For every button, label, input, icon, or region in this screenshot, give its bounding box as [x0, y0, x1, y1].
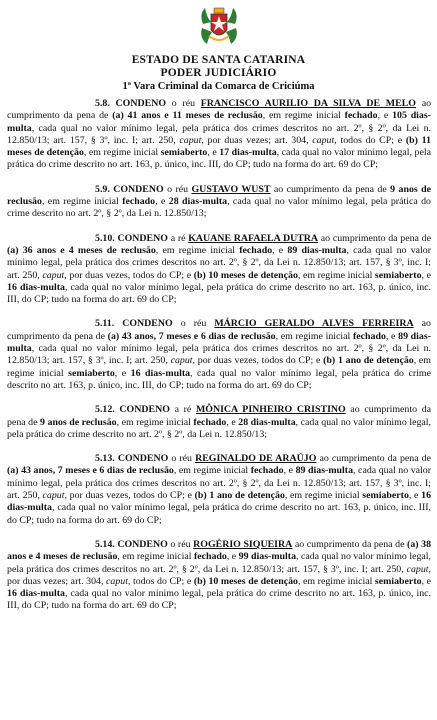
- text-run: , cada qual no valor mínimo legal, pela prática do crime descrito no art. 163, p. único, inc. III, do CP; tudo na forma do art. 69 do CP;: [7, 588, 431, 612]
- paragraph-number: 5.9.: [95, 183, 114, 195]
- text-run: , em regime inicial: [284, 490, 363, 502]
- bold-run: 89 dias-multa: [295, 465, 354, 477]
- defendant-name: FRANCISCO AURILIO DA SILVA DE MELO: [200, 98, 416, 109]
- sentence-paragraph: [7, 453, 431, 527]
- text-run: , cada qual no valor mínimo legal, pela prática do crime descrito no art. 2º, § 2º, da Lei n. 12.850/13;: [7, 196, 431, 220]
- text-run: , cada qual no valor mínimo legal, pela prática do crime descrito no art. 163, p. único, inc. III, do CP; tudo na forma do art. 69 do CP;: [7, 502, 431, 526]
- bold-run: fechado: [193, 416, 227, 428]
- text-run: , em regime inicial: [275, 330, 353, 342]
- document-header: [0, 54, 437, 93]
- italic-run: caput,: [406, 563, 431, 575]
- bold-run: (b) 1 ano de detenção: [194, 490, 285, 502]
- italic-run: caput,: [42, 490, 67, 502]
- text-run: , e: [408, 490, 422, 502]
- document-body: [7, 98, 431, 625]
- article: o réu: [163, 183, 192, 195]
- text-run: , cada qual no valor mínimo legal, pela prática do crime descrito no art. 163, p. único, inc. III, do CP; tudo na forma do art. 69 do CP;: [7, 367, 431, 391]
- text-run: , cada qual no valor mínimo legal, pela prática dos crimes descritos no art. 2º, § 2º, da Lei n. 12.850/13; art. 157, § 3º, inc. I; art. 250,: [7, 122, 431, 146]
- sentence-paragraph: [7, 539, 431, 613]
- sentence-paragraph: [7, 98, 431, 172]
- condeno-keyword: CONDENO: [117, 538, 168, 550]
- text-run: , em regime inicial: [173, 465, 251, 477]
- bold-run: 9 anos de reclusão: [40, 416, 117, 428]
- condeno-keyword: CONDENO: [115, 98, 167, 109]
- bold-run: 16 dias-multa: [7, 588, 65, 600]
- text-run: , cada qual no valor mínimo legal, pela prática dos crimes descritos no art. 2º, § 2º, da Lei n. 12.850/13; art. 157, § 3º, inc. I; art. 250,: [7, 551, 431, 575]
- text-run: , em regime inicial: [117, 551, 194, 563]
- condeno-keyword: CONDENO: [117, 453, 169, 465]
- condeno-keyword: CONDENO: [119, 404, 170, 416]
- bold-run: semiaberto: [362, 490, 409, 502]
- header-court: 1ª Vara Criminal da Comarca de Criciúma: [122, 81, 315, 92]
- text-run: , em regime inicial: [262, 110, 345, 122]
- bold-run: 16 dias-multa: [7, 490, 431, 514]
- bold-run: (b) 11 meses de detenção: [7, 134, 431, 159]
- bold-run: semiaberto: [160, 147, 208, 159]
- defendant-name: MÁRCIO GERALDO ALVES FERREIRA: [214, 318, 414, 330]
- bold-run: fechado: [239, 244, 273, 256]
- text-run: , em regime inicial: [297, 269, 375, 281]
- header-branch: PODER JUDICIÁRIO: [160, 67, 277, 79]
- paragraph-number: 5.10.: [95, 232, 118, 244]
- bold-run: 28 dias-multa: [238, 416, 296, 428]
- text-run: , em regime inicial: [7, 355, 431, 379]
- bold-run: fechado: [250, 465, 284, 477]
- condeno-keyword: CONDENO: [122, 318, 173, 330]
- text-run: , em regime inicial: [116, 416, 194, 428]
- bold-run: fechado: [344, 110, 378, 122]
- text-run: ao cumprimento da pena de: [318, 232, 431, 244]
- bold-run: (b) 10 meses de detenção: [193, 269, 298, 281]
- bold-run: (a) 38 anos e 4 meses de reclusão: [7, 538, 432, 563]
- text-run: ao cumprimento da pena de: [7, 98, 432, 122]
- text-run: , e: [226, 416, 239, 428]
- bold-run: fechado: [122, 196, 156, 208]
- text-run: ao cumprimento da pena de: [292, 538, 408, 550]
- paragraph-number: 5.12.: [95, 404, 120, 416]
- coat-of-arms-icon: [197, 4, 241, 48]
- bold-run: (b) 10 meses de detenção: [193, 575, 298, 587]
- article: o réu: [167, 538, 194, 550]
- text-run: todos do CP; e: [130, 575, 194, 587]
- bold-run: 16 dias-multa: [130, 367, 191, 379]
- text-run: , e: [421, 269, 431, 281]
- article: a ré: [167, 232, 189, 244]
- text-run: por duas vezes, todos do CP; e: [66, 269, 194, 281]
- italic-run: caput,: [312, 134, 337, 146]
- header-state: ESTADO DE SANTA CATARINA: [131, 54, 306, 66]
- text-run: ao cumprimento da pena de: [7, 404, 432, 428]
- bold-run: 89 dias-multa: [7, 330, 431, 355]
- text-run: , cada qual no valor mínimo legal, pela prática do crime descrito no art. 163, p. único, inc. III, do CP; tudo na forma do art. 69 do CP;: [7, 281, 431, 306]
- text-run: por duas vezes; art. 304,: [203, 134, 313, 146]
- text-run: ao cumprimento da pena de: [270, 183, 391, 195]
- paragraph-number: 5.13.: [95, 453, 118, 465]
- text-run: , em regime inicial: [297, 575, 375, 587]
- text-run: todos do CP; e: [336, 134, 406, 146]
- bold-run: semiaberto: [374, 269, 422, 281]
- italic-run: caput,: [106, 575, 131, 587]
- text-run: , cada qual no valor mínimo legal, pela prática do crime descrito no art. 2º, § 2º, da Lei n. 12.850/13;: [7, 416, 431, 440]
- defendant-name: REGINALDO DE ARAÚJO: [195, 453, 317, 465]
- sentence-paragraph: [7, 404, 431, 441]
- bold-run: 17 dias-multa: [219, 147, 277, 159]
- bold-run: 9 anos de reclusão: [7, 183, 432, 208]
- defendant-name: GUSTAVO WUST: [191, 183, 271, 195]
- text-run: por duas vezes, todos do CP; e: [66, 490, 195, 502]
- text-run: , cada qual no valor mínimo legal, pela prática dos crimes descritos no art. 2º, § 2º, da Lei n. 12.850/13; art. 157, § 3º, inc. I; art. 250,: [7, 244, 431, 281]
- italic-run: caput,: [170, 355, 195, 367]
- defendant-name: KAUANE RAFAELA DUTRA: [188, 232, 319, 244]
- paragraph-number: 5.8.: [95, 98, 116, 109]
- paragraph-number: 5.14.: [95, 538, 118, 550]
- text-run: , e: [283, 465, 296, 477]
- text-run: , e: [207, 147, 220, 159]
- text-run: por duas vezes; art. 304,: [7, 575, 107, 587]
- text-run: ao cumprimento da pena de: [7, 318, 431, 342]
- article: o réu: [168, 453, 196, 465]
- text-run: , cada qual no valor mínimo legal, pela prática dos crimes descritos no art. 2º, § 2º, da Lei n. 12.850/13; art. 157, § 3º, inc. I; art. 250,: [7, 465, 431, 502]
- bold-run: (a) 43 anos, 7 meses e 6 dias de reclusão: [107, 330, 276, 342]
- bold-run: (a) 43 anos, 7 meses e 6 dias de reclusão: [7, 465, 174, 477]
- text-run: , e: [155, 196, 169, 208]
- article: a ré: [169, 404, 196, 416]
- article: o réu: [172, 318, 215, 330]
- paragraph-number: 5.11.: [95, 318, 123, 330]
- italic-run: caput,: [42, 269, 67, 281]
- bold-run: 89 dias-multa: [287, 244, 347, 256]
- sentence-paragraph: [7, 184, 431, 221]
- bold-run: fechado: [352, 330, 386, 342]
- bold-run: (a) 36 anos e 4 meses de reclusão: [7, 244, 156, 256]
- text-run: , e: [226, 551, 239, 563]
- text-run: ao cumprimento da pena de: [316, 453, 432, 465]
- bold-run: 105 dias-multa: [7, 110, 431, 134]
- condeno-keyword: CONDENO: [113, 183, 164, 195]
- defendant-name: ROGÉRIO SIQUEIRA: [193, 538, 293, 550]
- text-run: , e: [377, 110, 393, 122]
- bold-run: (a) 41 anos e 11 meses de reclusão: [112, 110, 263, 122]
- text-run: , em regime inicial: [155, 244, 240, 256]
- text-run: , e: [272, 244, 288, 256]
- bold-run: 28 dias-multa: [168, 196, 228, 208]
- condeno-keyword: CONDENO: [117, 232, 168, 244]
- text-run: , e: [421, 575, 431, 587]
- italic-run: caput,: [179, 134, 204, 146]
- bold-run: semiaberto: [374, 575, 422, 587]
- bold-run: semiaberto: [68, 367, 115, 379]
- text-run: , e: [114, 367, 131, 379]
- bold-run: 99 dias-multa: [238, 551, 297, 563]
- sentence-paragraph: [7, 318, 431, 392]
- text-run: , cada qual no valor mínimo legal, pela prática dos crimes descritos no art. 2º, § 2º, da Lei n. 12.850/13; art. 157, § 3º, inc. I; art. 250,: [7, 343, 431, 367]
- text-run: , e: [385, 330, 399, 342]
- bold-run: 16 dias-multa: [7, 281, 65, 293]
- text-run: , em regime inicial: [83, 147, 161, 159]
- text-run: , cada qual no valor mínimo legal, pela prática do crime descrito no art. 163, p. único, inc. III, do CP; tudo na forma do art. 69 do CP;: [7, 147, 431, 171]
- text-run: , em regime inicial: [41, 196, 123, 208]
- article: o réu: [166, 98, 201, 109]
- defendant-name: MÔNICA PINHEIRO CRISTINO: [195, 404, 346, 416]
- bold-run: (b) 1 ano de detenção: [323, 355, 414, 367]
- sentence-paragraph: [7, 233, 431, 307]
- bold-run: fechado: [193, 551, 227, 563]
- text-run: por duas vezes, todos do CP; e: [195, 355, 324, 367]
